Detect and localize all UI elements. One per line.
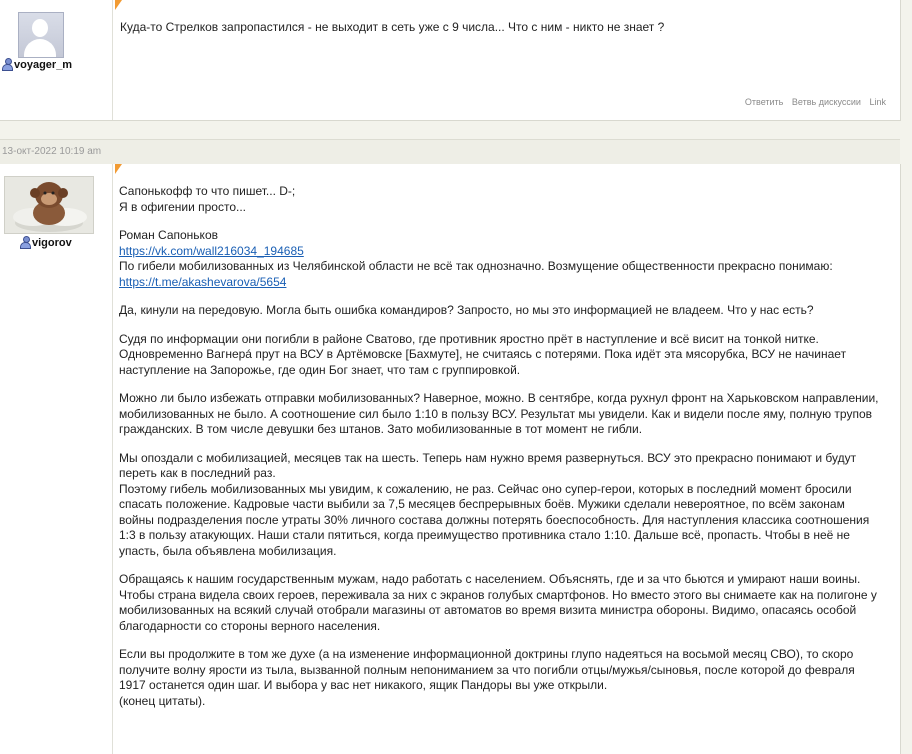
- paragraph-4-line-1: Мы опоздали с мобилизацией, месяцев так на шесть. Теперь нам нужно время развернуться. ВСУ это прекрасно понимают и будут переть как в последний раз.: [119, 450, 857, 480]
- paragraph-intro: [119, 184, 879, 215]
- user-icon: [20, 236, 31, 248]
- paragraph-6-text: Если вы продолжите в том же духе (а на изменение информационной доктрины глупо надеяться на восьмой месяц СВО), то скоро получите волну ярости из тыла, вызванной полным непониманием за что погибли отцы/мужья/сыновья, после которой до февраля 1917 останется один шаг. И выбора у вас нет никакого, ящик Пандоры вы уже открыли.: [119, 647, 855, 692]
- post-divider: [112, 0, 113, 120]
- post-text: Куда-то Стрелков запропастился - не выходит в сеть уже с 9 числа... Что с ним - никто не знает ?: [120, 20, 665, 34]
- paragraph-5: Обращаясь к нашим государственным мужам, надо работать с населением. Объяснять, где и за что бьются и умирают наши воины. Чтобы страна видела своих героев, переживала за них с экранов голубых смартфонов. Но вместо этого вы снимаете как на полигоне у мобилизованных на всякий случай отобрали магазины от автоматов во время визита министра обороны. Видимо, опасаясь особой благодарности со стороны верного населения.: [119, 572, 877, 633]
- paragraph-3: Можно ли было избежать отправки мобилизованных? Наверное, можно. В сентябре, когда рухнул фронт на Харьковском направлении, мобилизованных не было. А соотношение сил было 1:10 в пользу ВСУ. Результат мы увидели. Как и видели после яму, полную трупов гражданских. В том числе девушки без штанов. Зато мобилизованные в тот момент не гибли.: [119, 391, 879, 436]
- avatar-body-shape: [24, 39, 56, 58]
- monkey-avatar[interactable]: [4, 176, 94, 234]
- quote-end-marker: (конец цитаты).: [119, 693, 206, 708]
- user-icon: [2, 58, 13, 70]
- reply-link[interactable]: Ответить: [744, 97, 784, 107]
- telegram-link[interactable]: https://t.me/akashevarova/5654: [119, 274, 287, 289]
- post-actions: [739, 97, 886, 107]
- permalink-link[interactable]: Link: [869, 97, 886, 107]
- username-link[interactable]: [2, 58, 72, 71]
- vk-link[interactable]: https://vk.com/wall216034_194685: [119, 243, 304, 258]
- paragraph-6: [119, 647, 879, 709]
- paragraph-quote-source: [119, 228, 879, 290]
- avatar-head-shape: [32, 19, 48, 37]
- username-text[interactable]: voyager_m: [14, 59, 73, 71]
- paragraph-4-line-2: Поэтому гибель мобилизованных мы увидим, к сожалению, не раз. Сейчас оно супер-герои, которых в последний момент бросили спасать положение. Кадровые части выбили за 7,5 месяцев беспрерывных боёв. Мужики сделали невероятное, по всём законам войны подразделения после утраты 30% личного состава должны потерять боеспособность. Для наступления классика соотношения 1:3 в пользу атакующих. Наши стали пятиться, когда преимущество противника стало 1:10. Дальше всё, пропасть. Чтобы в неё не упасть, была объявлена мобилизация.: [119, 481, 870, 558]
- post-content: [119, 184, 879, 722]
- paragraph-2: Судя по информации они погибли в районе Сватово, где противник яростно прёт в наступление и всё висит на тонкой нитке. Одновременно Вагнерá прут на ВСУ в Артёмовске [Бахмуте], не считаясь с потерями. Пока идёт эта мясорубка, ВСУ не начинает наступление на Запорожье, где один Бог знает, что там с группировкой.: [119, 331, 847, 377]
- default-avatar[interactable]: [18, 12, 64, 58]
- paragraph-4: [119, 451, 879, 560]
- quote-author: Роман Сапоньков: [119, 228, 218, 242]
- paragraph-1: Да, кинули на передовую. Могла быть ошибка командиров? Запросто, но мы это информацией не владеем. Что у нас есть?: [119, 303, 814, 317]
- username-link[interactable]: [20, 236, 72, 249]
- post-vigorov: [0, 164, 901, 754]
- quote-lead-text: По гибели мобилизованных из Челябинской области не всё так однозначно. Возмущение общественности прекрасно понимаю:: [119, 259, 833, 273]
- post-date: 13-окт-2022 10:19 am: [0, 139, 900, 164]
- thread-link[interactable]: Ветвь дискуссии: [791, 97, 861, 107]
- intro-line-1: Сапонькофф то что пишет... D-;: [119, 184, 296, 198]
- intro-line-2: Я в офигении просто...: [119, 199, 246, 214]
- monkey-plush-image: [5, 177, 93, 233]
- corner-marker: [115, 0, 122, 10]
- corner-marker: [115, 164, 122, 174]
- post-divider: [112, 164, 113, 754]
- post-voyager: [0, 0, 901, 121]
- username-text[interactable]: vigorov: [32, 237, 72, 249]
